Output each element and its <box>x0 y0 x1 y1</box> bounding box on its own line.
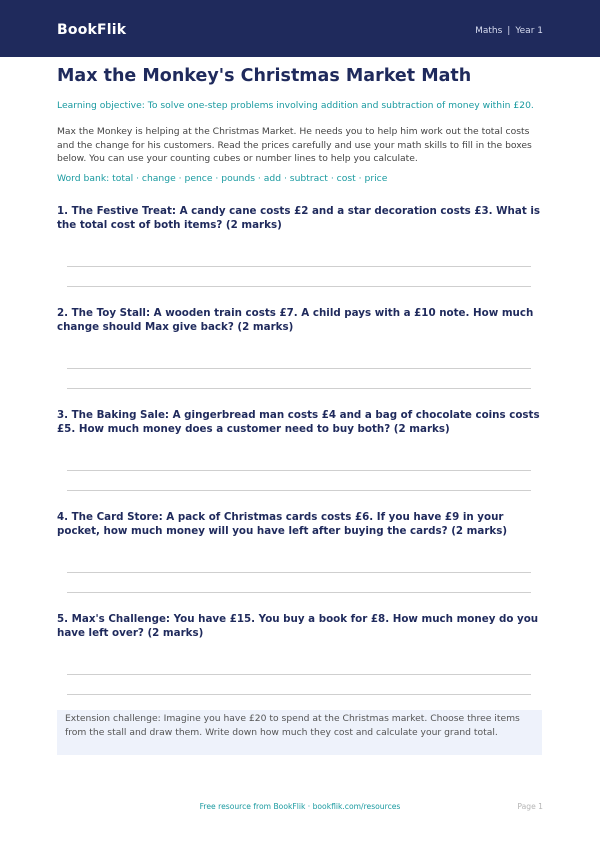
footer-resource-link[interactable]: Free resource from BookFlik · bookflik.com/resources <box>199 802 401 811</box>
question-5: 5. Max's Challenge: You have £15. You buy a book for £8. How much money do you have left over? (2 marks) <box>57 613 539 639</box>
extension-challenge-box <box>57 710 542 755</box>
worksheet-title: Max the Monkey's Christmas Market Math <box>57 66 472 86</box>
extension-challenge-text: Extension challenge: Imagine you have £20 to spend at the Christmas market. Choose three items from the stall and draw them. Write down how much they cost and calculate your grand total. <box>65 713 520 738</box>
subject-year <box>475 26 543 36</box>
question-3: 3. The Baking Sale: A gingerbread man costs £4 and a bag of chocolate coins costs £5. How much money does a customer need to buy both? (2 marks) <box>57 409 540 435</box>
intro-paragraph: Max the Monkey is helping at the Christmas Market. He needs you to help him work out the total costs and the change for his customers. Read the prices carefully and use your math skills to fill in the boxes below. You can use your counting cubes or number lines to help you calculate. <box>57 126 532 164</box>
question-1: 1. The Festive Treat: A candy cane costs £2 and a star decoration costs £3. What is the total cost of both items? (2 marks) <box>57 205 540 231</box>
answer-line[interactable] <box>67 368 531 369</box>
answer-line[interactable] <box>67 694 531 695</box>
answer-line[interactable] <box>67 572 531 573</box>
answer-line[interactable] <box>67 490 531 491</box>
year-label: Year 1 <box>515 26 543 36</box>
answer-line[interactable] <box>67 286 531 287</box>
answer-line[interactable] <box>67 266 531 267</box>
answer-line[interactable] <box>67 674 531 675</box>
header-bar <box>0 0 600 57</box>
page-number: Page 1 <box>517 802 543 811</box>
answer-line[interactable] <box>67 470 531 471</box>
brand-logo[interactable]: BookFlik <box>57 22 127 38</box>
word-bank: Word bank: total · change · pence · pounds · add · subtract · cost · price <box>57 173 388 184</box>
question-2: 2. The Toy Stall: A wooden train costs £7. A child pays with a £10 note. How much change should Max give back? (2 marks) <box>57 307 534 333</box>
meta-separator: | <box>507 26 511 36</box>
answer-line[interactable] <box>67 388 531 389</box>
question-4: 4. The Card Store: A pack of Christmas cards costs £6. If you have £9 in your pocket, how much money will you have left after buying the cards? (2 marks) <box>57 511 508 537</box>
subject-label: Maths <box>475 26 503 36</box>
answer-line[interactable] <box>67 592 531 593</box>
learning-objective: Learning objective: To solve one-step problems involving addition and subtraction of money within £20. <box>57 100 534 111</box>
